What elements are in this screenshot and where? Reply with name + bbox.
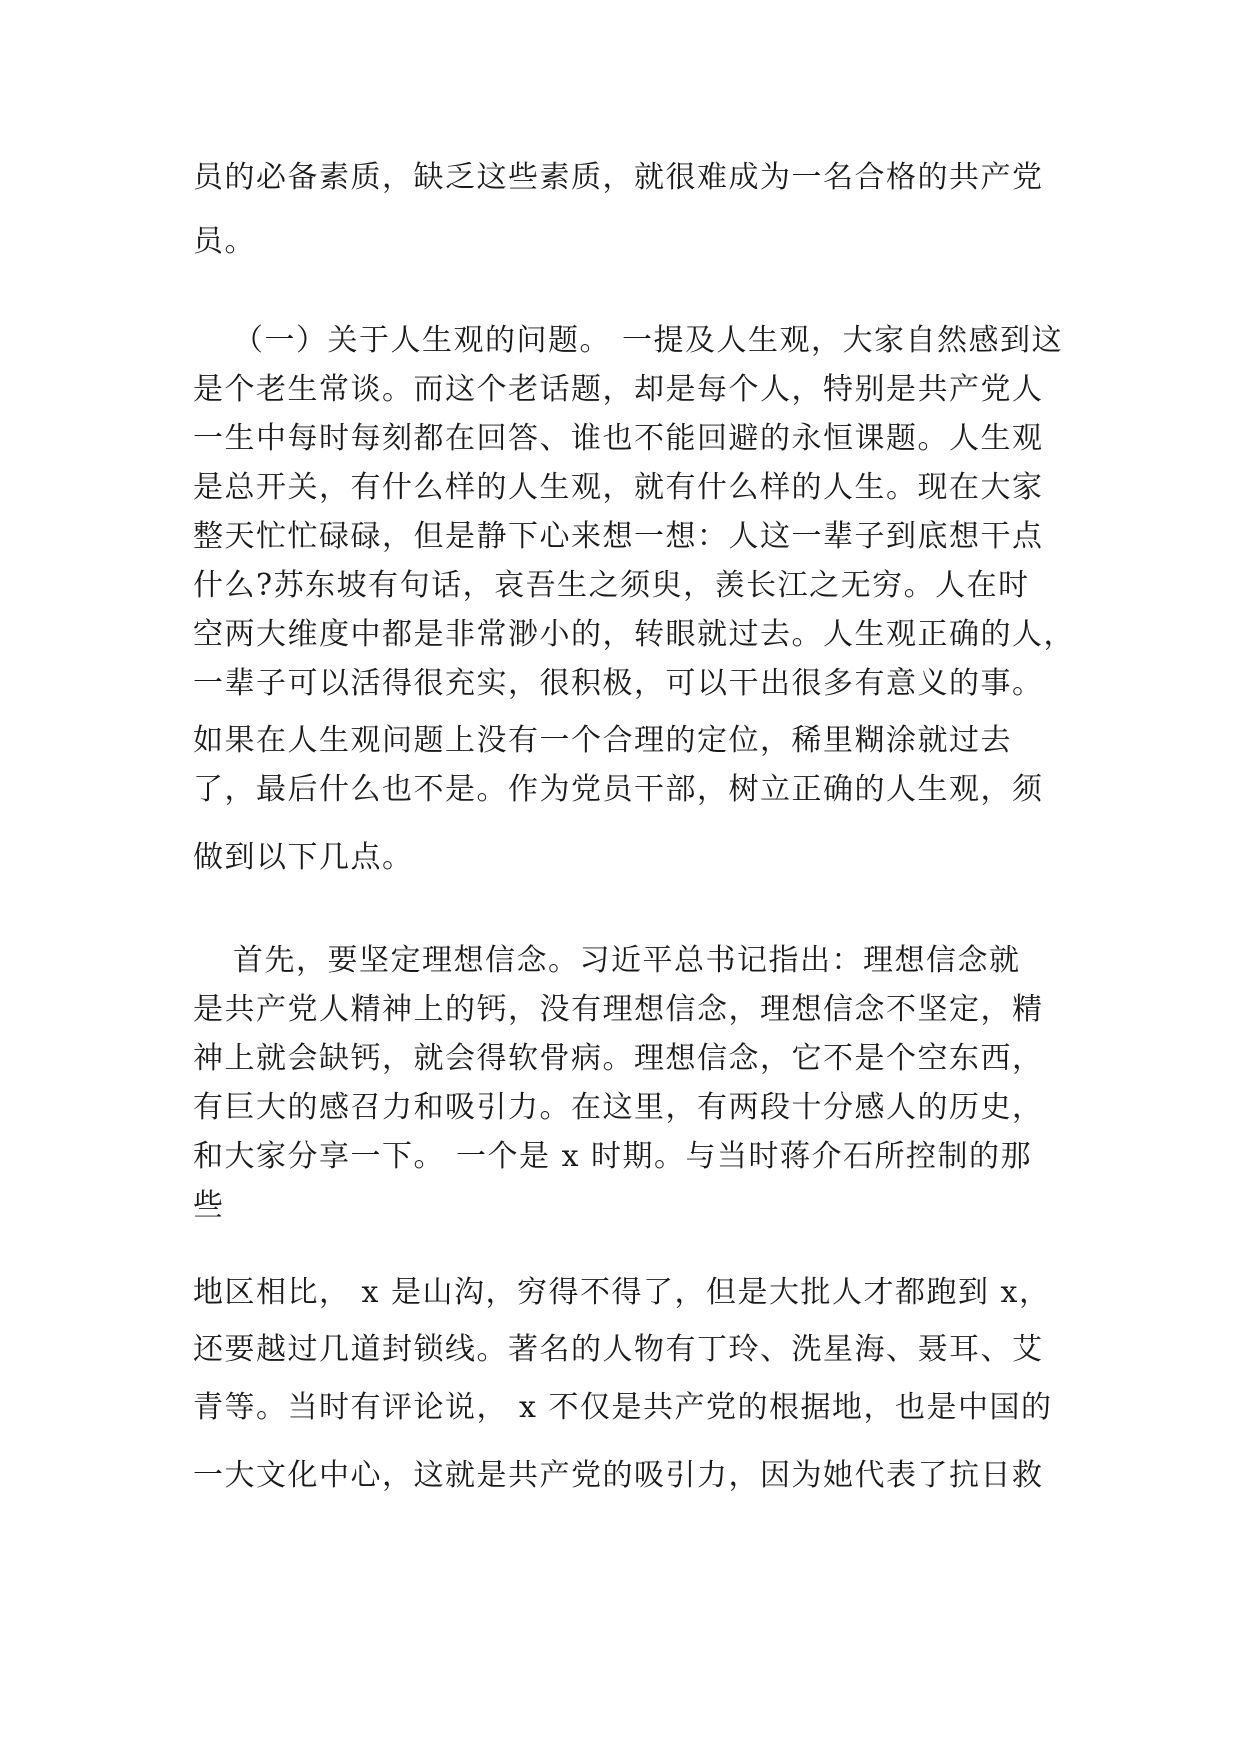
text-line: 了，最后什么也不是。作为党员干部，树立正确的人生观，须 xyxy=(193,772,1044,807)
text-line: 是共产党人精神上的钙，没有理想信念，理想信念不坚定，精 xyxy=(193,992,1044,1027)
text-line: 整天忙忙碌碌，但是静下心来想一想：人这一辈子到底想干点 xyxy=(193,519,1044,554)
text-line: 空两大维度中都是非常渺小的，转眼就过去。人生观正确的人， xyxy=(193,617,1075,652)
text-line: 还要越过几道封锁线。著名的人物有丁玲、洗星海、聂耳、艾 xyxy=(193,1332,1044,1367)
text-line: 一辈子可以活得很充实，很积极，可以干出很多有意义的事。 xyxy=(193,666,1044,701)
text-line: 做到以下几点。 xyxy=(193,840,414,875)
text-line: 是总开关，有什么样的人生观，就有什么样的人生。现在大家 xyxy=(193,470,1044,505)
text-line: 神上就会缺钙，就会得软骨病。理想信念，它不是个空东西， xyxy=(193,1041,1044,1076)
text-line: 有巨大的感召力和吸引力。在这里，有两段十分感人的历史， xyxy=(193,1090,1044,1125)
text-line: 是个老生常谈。而这个老话题，却是每个人，特别是共产党人 xyxy=(193,372,1044,407)
text-line: 如果在人生观问题上没有一个合理的定位，稀里糊涂就过去 xyxy=(193,723,1012,758)
text-line: 和大家分享一下。 一个是 x 时期。与当时蒋介石所控制的那 xyxy=(193,1139,1033,1174)
text-line: 员。 xyxy=(193,224,256,259)
text-line: 员的必备素质，缺乏这些素质，就很难成为一名合格的共产党 xyxy=(193,160,1044,195)
paragraph-first-line: 首先，要坚定理想信念。习近平总书记指出：理想信念就 xyxy=(233,943,1021,978)
text-line: 什么?苏东坡有句话，哀吾生之须臾，羡长江之无穷。人在时 xyxy=(193,568,1030,603)
text-line: 一生中每时每刻都在回答、谁也不能回避的永恒课题。人生观 xyxy=(193,421,1044,456)
text-line: 些 xyxy=(193,1188,225,1223)
text-line: 一大文化中心，这就是共产党的吸引力，因为她代表了抗日救 xyxy=(193,1458,1044,1493)
text-line: 地区相比， x 是山沟，穷得不得了，但是大批人才都跑到 x， xyxy=(193,1275,1051,1310)
section-heading-line: （一）关于人生观的问题。 一提及人生观，大家自然感到这 xyxy=(233,323,1064,358)
text-line: 青等。当时有评论说， x 不仅是共产党的根据地，也是中国的 xyxy=(193,1390,1053,1425)
